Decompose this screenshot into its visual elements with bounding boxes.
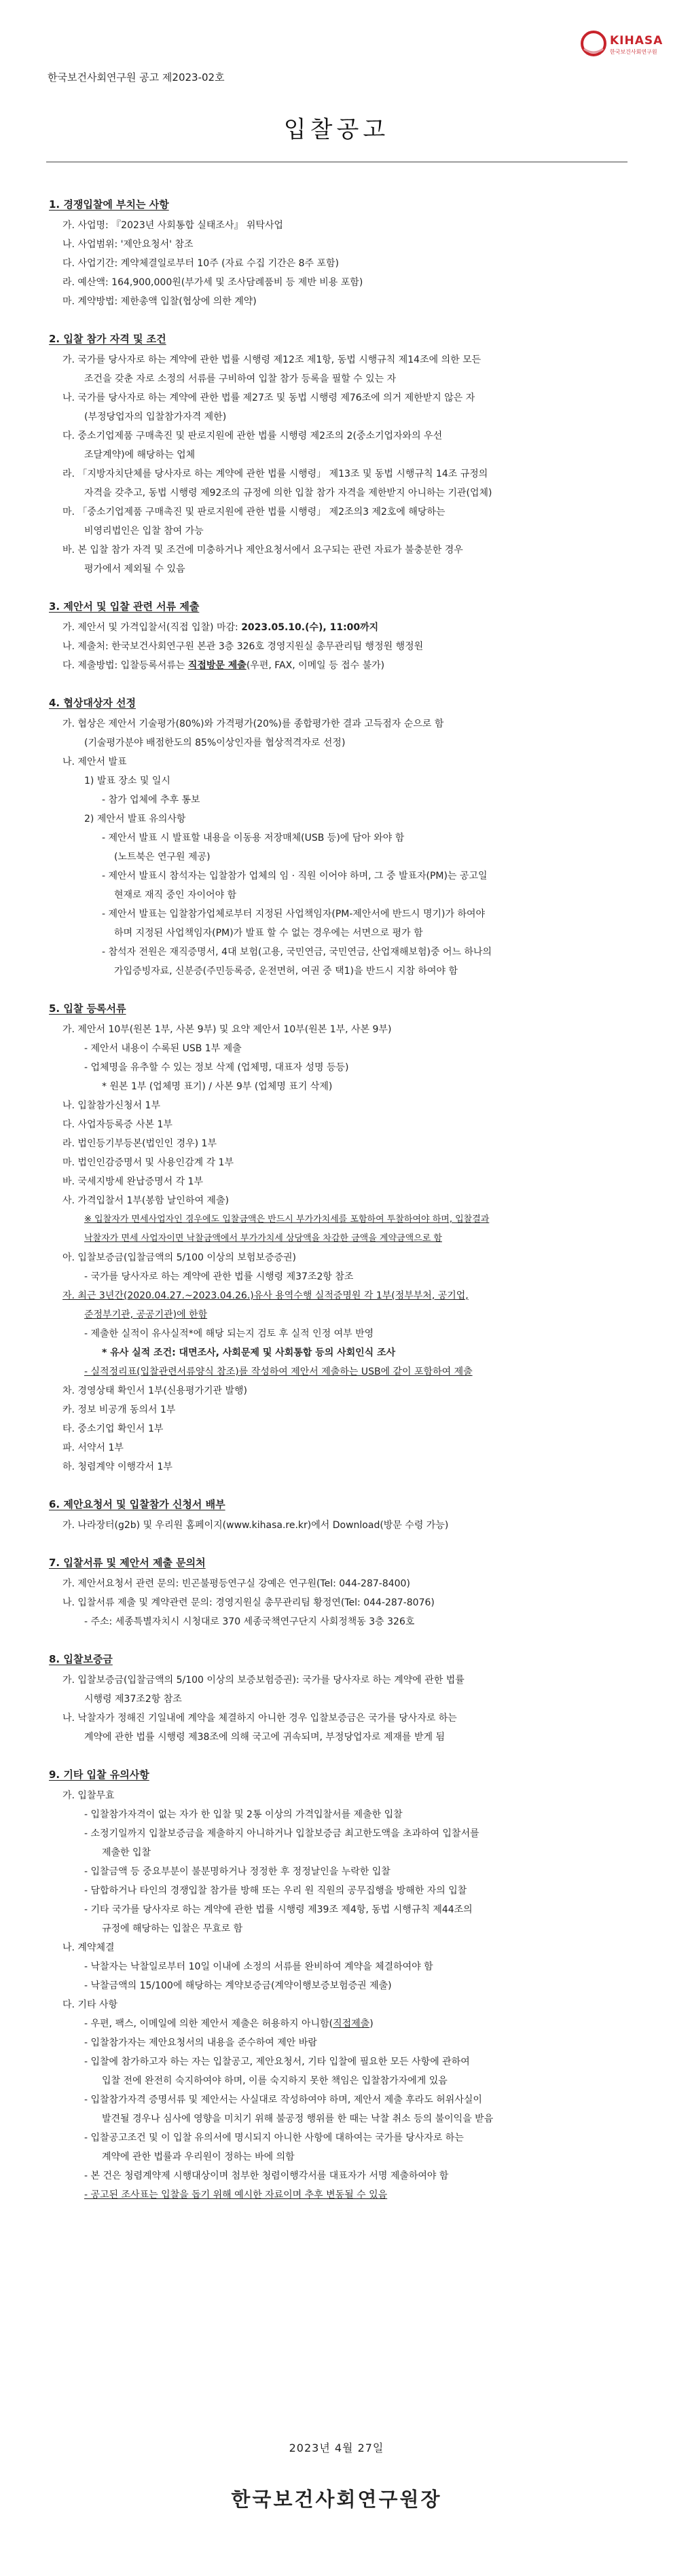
list-item: 가. 제안서요청서 관련 문의: 빈곤불평등연구실 강예은 연구원(Tel: 044-287-8400) <box>62 1578 410 1589</box>
list-item: - 업체명을 유추할 수 있는 정보 삭제 (업체명, 대표자 성명 등등) <box>84 1062 349 1073</box>
list-item: 계약에 관한 법률 시행령 제38조에 의해 국고에 귀속되며, 부정당업자로 제재를 받게 됨 <box>84 1732 445 1743</box>
list-item: - 제안서 발표 시 발표할 내용을 이동용 저장매체(USB 등)에 담아 와야 함 <box>102 833 405 843</box>
submission-label: 다. 제출방법: 입찰등록서류는 <box>62 660 188 671</box>
list-item: 나. 입찰참가신청서 1부 <box>62 1100 160 1111</box>
section-8 <box>49 1652 633 1747</box>
list-item: - 제안서 내용이 수록된 USB 1부 제출 <box>84 1043 242 1054</box>
list-item: - 담합하거나 타인의 경쟁입찰 참가를 방해 또는 우리 원 직원의 공무집행을 방해한 자의 입찰 <box>84 1885 467 1896</box>
list-item: 계약에 관한 법률과 우리원이 정하는 바에 의함 <box>102 2152 295 2162</box>
list-item: 나. 국가를 당사자로 하는 계약에 관한 법률 제27조 및 동법 시행령 제76조에 의거 제한받지 않은 자 <box>62 393 475 403</box>
list-item: - 국가를 당사자로 하는 계약에 관한 법률 시행령 제37조2항 참조 <box>84 1271 354 1282</box>
list-item: - 입찰참가자격 증명서류 및 제안서는 사실대로 작성하여야 하며, 제안서 제출 후라도 허위사실이 <box>84 2094 482 2105</box>
notice-body <box>49 197 633 2225</box>
list-item: 가. 사업명: 『2023년 사회통합 실태조사』 위탁사업 <box>62 220 283 231</box>
list-item: - 입찰에 참가하고자 하는 자는 입찰공고, 제안요청서, 기타 입찰에 필요한 모든 사항에 관하여 <box>84 2056 470 2067</box>
submission-note: (우편, FAX, 이메일 등 접수 불가) <box>246 660 385 671</box>
list-item: 차. 경영상태 확인서 1부(신용평가기관 발행) <box>62 1385 247 1396</box>
list-item: - 제안서 발표시 참석자는 입찰참가 업체의 임 · 직원 이어야 하며, 그 중 발표자(PM)는 공고일 <box>102 871 488 882</box>
list-item: 규정에 해당하는 입찰은 무효로 함 <box>102 1923 243 1934</box>
list-item: 하. 청렴계약 이행각서 1부 <box>62 1462 172 1472</box>
list-item: 현재로 재직 중인 자이어야 함 <box>114 890 237 901</box>
section-1 <box>49 197 633 311</box>
list-item: 2) 제안서 발표 유의사항 <box>84 814 186 824</box>
page-title: 입찰공고 <box>283 116 390 143</box>
note-line: 낙찰자가 면세 사업자이면 낙찰금액에서 부가가치세 상당액을 차감한 금액을 계약금액으로 함 <box>84 1233 442 1244</box>
list-item: (노트북은 연구원 제공) <box>114 852 211 863</box>
list-item: 라. 「지방자치단체를 당사자로 하는 계약에 관한 법률 시행령」 제13조 및 동법 시행규칙 14조 규정의 <box>62 469 488 479</box>
list-item: 입찰 전에 완전히 숙지하여야 하며, 이를 숙지하지 못한 책임은 입찰참가자에게 있음 <box>102 2075 448 2086</box>
list-item: 마. 「중소기업제품 구매촉진 및 판로지원에 관한 법률 시행령」 제2조의3 제2호에 해당하는 <box>62 507 445 518</box>
section-7 <box>49 1555 633 1631</box>
list-item: 라. 법인등기부등본(법인인 경우) 1부 <box>62 1138 217 1149</box>
submission-method: 직접방문 제출 <box>187 660 247 671</box>
section-heading: 1. 경쟁입찰에 부치는 사항 <box>49 198 169 211</box>
list-item: 비영리법인은 입찰 참여 가능 <box>84 526 204 537</box>
list-item: 파. 서약서 1부 <box>62 1443 124 1453</box>
list-item: 제출한 입찰 <box>102 1847 151 1858</box>
list-item: 마. 법인인감증명서 및 사용인감계 각 1부 <box>62 1157 234 1168</box>
list-item: 다. 사업자등록증 사본 1부 <box>62 1119 172 1130</box>
list-item: - 본 건은 청렴계약제 시행대상이며 첨부한 청렴이행각서를 대표자가 서명 제출하여야 함 <box>84 2171 449 2181</box>
list-item: (기술평가분야 배점한도의 85%이상인자를 협상적격자로 선정) <box>84 738 346 748</box>
list-item: 타. 중소기업 확인서 1부 <box>62 1423 164 1434</box>
list-item <box>49 618 633 637</box>
list-item <box>49 656 633 675</box>
list-item: - 공고된 조사표는 입찰을 돕기 위해 예시한 자료이며 추후 변동될 수 있음 <box>84 2190 388 2200</box>
list-item: 사. 가격입찰서 1부(봉함 날인하여 제출) <box>62 1195 229 1206</box>
list-item: 나. 사업범위: '제안요청서' 참조 <box>62 239 194 250</box>
list-item: - 낙찰자는 낙찰일로부터 10일 이내에 소정의 서류를 완비하여 계약을 체결하여야 함 <box>84 1961 433 1972</box>
signer-name: 한국보건사회연구원장 <box>231 2488 442 2511</box>
list-item: 마. 계약방법: 제한총액 입찰(협상에 의한 계약) <box>62 296 257 307</box>
list-item: - 주소: 세종특별자치시 시청대로 370 세종국책연구단지 사회정책동 3층 326호 <box>84 1616 415 1627</box>
deadline-label: 가. 제안서 및 가격입찰서(직접 입찰) 마감: <box>62 622 242 633</box>
list-item: 자격을 갖추고, 동법 시행령 제92조의 규정에 의한 입찰 참가 자격을 제한받지 아니하는 기관(업체) <box>84 488 492 498</box>
section-heading: 4. 협상대상자 선정 <box>49 697 137 709</box>
list-item: - 제출한 실적이 유사실적*에 해당 되는지 검토 후 실적 인정 여부 반영 <box>84 1328 374 1339</box>
kihasa-logo <box>579 29 663 60</box>
list-item: - 입찰공고조건 및 이 입찰 유의서에 명시되지 아니한 사항에 대하여는 국가를 당사자로 하는 <box>84 2133 464 2143</box>
list-item: 나. 낙찰자가 정해진 기일내에 계약을 체결하지 아니한 경우 입찰보증금은 국가를 당사자로 하는 <box>62 1713 457 1724</box>
text-run: ) <box>369 2018 374 2029</box>
deadline-date: 2023.05.10.(수), 11:00까지 <box>241 622 379 633</box>
list-item: 자. 최근 3년간(2020.04.27.~2023.04.26.)유사 용역수행 실적증명원 각 1부(정부부처, 공기업, <box>62 1290 469 1301</box>
list-item: 다. 중소기업제품 구매촉진 및 판로지원에 관한 법률 시행령 제2조의 2(중소기업자와의 우선 <box>62 431 443 441</box>
section-2 <box>49 331 633 579</box>
list-item: 가. 국가를 당사자로 하는 계약에 관한 법률 시행령 제12조 제1항, 동법 시행규칙 제14조에 의한 모든 <box>62 355 481 365</box>
section-6 <box>49 1497 633 1535</box>
list-item: 조달계약)에 해당하는 업체 <box>84 450 196 460</box>
list-item: 나. 제안서 발표 <box>62 757 127 767</box>
logo-subtitle: 한국보건사회연구원 <box>610 49 657 55</box>
list-item: 하며 지정된 사업책임자(PM)가 발표 할 수 없는 경우에는 서면으로 평가 함 <box>114 928 423 939</box>
list-item: 나. 입찰서류 제출 및 계약관련 문의: 경영지원실 총무관리팀 황정연(Tel: 044-287-8076) <box>62 1597 435 1608</box>
list-item: 나. 계약체결 <box>62 1942 115 1953</box>
list-item: 가. 나라장터(g2b) 및 우리원 홈페이지(www.kihasa.re.kr)에서 Download(방문 수령 가능) <box>62 1520 449 1531</box>
notice-number: 한국보건사회연구원 공고 제2023-02호 <box>48 71 225 84</box>
list-item: - 입찰금액 등 중요부분이 불분명하거나 정정한 후 정정날인을 누락한 입찰 <box>84 1866 390 1877</box>
section-9 <box>49 1767 633 2205</box>
list-item: 준정부기관, 공공기관)에 한함 <box>84 1309 208 1320</box>
list-item: (부정당업자의 입찰참가자격 제한) <box>84 412 227 422</box>
list-item: 시행령 제37조2항 참조 <box>84 1694 182 1705</box>
section-heading: 9. 기타 입찰 유의사항 <box>49 1768 149 1781</box>
list-item: - 제안서 발표는 입찰참가업체로부터 지정된 사업책임자(PM-제안서에 반드시 명기)가 하여야 <box>102 909 486 920</box>
list-item: 1) 발표 장소 및 일시 <box>84 776 170 786</box>
list-item: 가. 입찰무효 <box>62 1790 115 1801</box>
list-item: - 실적정리표(입찰관련서류양식 참조)를 작성하여 제안서 제출하는 USB에 같이 포함하여 제출 <box>84 1366 473 1377</box>
section-4 <box>49 695 633 981</box>
section-heading: 5. 입찰 등록서류 <box>49 1002 126 1015</box>
list-item: 바. 국세지방세 완납증명서 각 1부 <box>62 1176 203 1187</box>
list-item: 바. 본 입찰 참가 자격 및 조건에 미충하거나 제안요청서에서 요구되는 관련 자료가 불충분한 경우 <box>62 545 463 556</box>
section-heading: 2. 입찰 참가 자격 및 조건 <box>49 333 166 345</box>
section-heading: 8. 입찰보증금 <box>49 1653 113 1665</box>
section-3 <box>49 599 633 675</box>
logo-name: KIHASA <box>610 34 663 48</box>
direct-submission-label: 직접제출 <box>333 2018 370 2029</box>
list-item: 카. 정보 비공개 동의서 1부 <box>62 1404 176 1415</box>
list-item: * 원본 1부 (업체명 표기) / 사본 9부 (업체명 표기 삭제) <box>102 1081 333 1092</box>
section-5 <box>49 1001 633 1476</box>
notice-date: 2023년 4월 27일 <box>289 2442 384 2454</box>
list-item: 조건을 갖춘 자로 소정의 서류를 구비하여 입찰 참가 등록을 필할 수 있는 자 <box>84 374 397 384</box>
list-item: 나. 제출처: 한국보건사회연구원 본관 3층 326호 경영지원실 총무관리팀 행정원 행정원 <box>62 641 424 652</box>
list-item: - 기타 국가를 당사자로 하는 계약에 관한 법률 시행령 제39조 제4항, 동법 시행규칙 제44조의 <box>84 1904 473 1915</box>
section-heading: 3. 제안서 및 입찰 관련 서류 제출 <box>49 600 200 613</box>
list-item: 가. 협상은 제안서 기술평가(80%)와 가격평가(20%)를 종합평가한 결과 고득점자 순으로 함 <box>62 719 444 729</box>
list-item: - 소정기일까지 입찰보증금을 제출하지 아니하거나 입찰보증금 최고한도액을 초과하여 입찰서를 <box>84 1828 479 1839</box>
list-item: 다. 사업기간: 계약체결일로부터 10주 (자료 수집 기간은 8주 포함) <box>62 258 339 269</box>
list-item: - 낙찰금액의 15/100에 해당하는 계약보증금(계약이행보증보험증권 제출) <box>84 1980 392 1991</box>
list-item: - 입찰참가자는 제안요청서의 내용을 준수하여 제안 바람 <box>84 2037 317 2048</box>
section-heading: 6. 제안요청서 및 입찰참가 신청서 배부 <box>49 1498 225 1510</box>
list-item: 아. 입찰보증금(입찰금액의 5/100 이상의 보험보증증권) <box>62 1252 296 1263</box>
list-item: 가. 입찰보증금(입찰금액의 5/100 이상의 보증보험증권): 국가를 당사자로 하는 계약에 관한 법률 <box>62 1675 465 1686</box>
note-line: ※ 입찰자가 면세사업자인 경우에도 입찰금액은 반드시 부가가치세를 포함하여 투찰하여야 하며, 입찰결과 <box>84 1214 490 1224</box>
list-item: - 참석자 전원은 재직증명서, 4대 보험(고용, 국민연금, 국민연금, 산업재해보험)중 어느 하나의 <box>102 947 492 958</box>
note-line: * 유사 실적 조건: 대면조사, 사회문제 및 사회통합 등의 사회인식 조사 <box>102 1347 396 1358</box>
section-heading: 7. 입찰서류 및 제안서 제출 문의처 <box>49 1557 206 1569</box>
list-item: 라. 예산액: 164,900,000원(부가세 및 조사담례품비 등 제반 비용 포함) <box>62 277 363 288</box>
list-item: - 참가 업체에 추후 통보 <box>102 795 200 805</box>
kihasa-logo-icon <box>579 29 608 58</box>
text-run: - 우편, 팩스, 이메일에 의한 제안서 제출은 허용하지 아니함( <box>84 2018 333 2029</box>
list-item: 발견될 경우나 심사에 영향을 미치기 위해 불공정 행위를 한 때는 낙찰 취소 등의 불이익을 받음 <box>102 2114 494 2124</box>
list-item: 가. 제안서 10부(원본 1부, 사본 9부) 및 요약 제안서 10부(원본 1부, 사본 9부) <box>62 1024 392 1035</box>
list-item: 가입증빙자료, 신분증(주민등록증, 운전면허, 여권 중 택1)을 반드시 지참 하여야 함 <box>114 966 458 977</box>
list-item: 평가에서 제외될 수 있음 <box>84 564 185 575</box>
list-item: - 입찰참가자격이 없는 자가 한 입찰 및 2통 이상의 가격입찰서를 제출한 입찰 <box>84 1809 403 1820</box>
list-item: 다. 기타 사항 <box>62 1999 117 2010</box>
list-item <box>49 2014 633 2033</box>
